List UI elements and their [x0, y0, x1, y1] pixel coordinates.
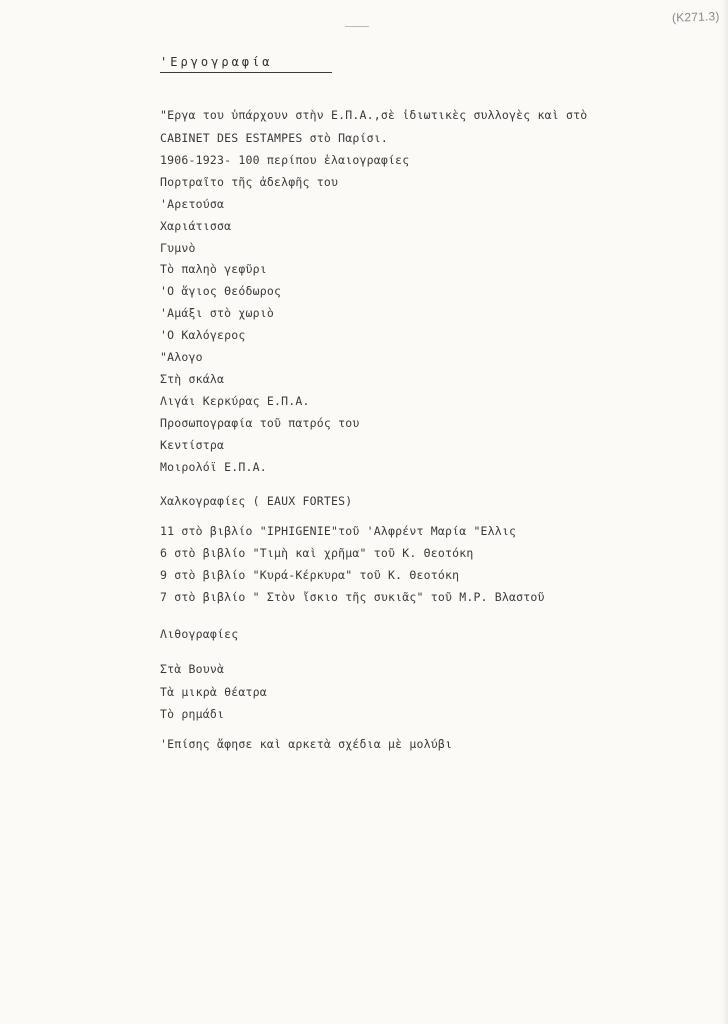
closing-note: 'Επίσης ἄφησε καὶ αρκετὰ σχέδια μὲ μολύβι	[160, 737, 453, 751]
etching-item: 9 στὸ βιβλίο "Κυρά-Κέρκυρα" τοῦ Κ. Θεοτόκη	[160, 568, 460, 582]
painting-item: Στὴ σκάλα	[160, 372, 225, 386]
painting-item: 'Ο Καλόγερος	[160, 328, 246, 342]
painting-item: 'Αμάξι στὸ χωριὸ	[160, 306, 274, 320]
intro-line: 1906-1923- 100 περίπου ἐλαιογραφίες	[160, 153, 410, 167]
etching-item: 11 στὸ βιβλίο "IPHIGENIE"τοῦ 'Αλφρέντ Μαρία "Ελλις	[160, 524, 517, 538]
painting-item: Προσωπογραφία τοῦ πατρός του	[160, 416, 360, 430]
lithograph-item: Τὰ μικρὰ θέατρα	[160, 685, 267, 699]
painting-item: Μοιρολόϊ Ε.Π.Α.	[160, 460, 267, 474]
intro-line: CABINET DES ESTAMPES στὸ Παρίσι.	[160, 131, 388, 145]
painting-item: Χαριάτισσα	[160, 219, 232, 233]
intro-line: "Εργα του ὑπάρχουν στὴν Ε.Π.Α.,σὲ ἰδιωτικὲς συλλογὲς καὶ στὸ	[160, 108, 588, 122]
lithographs-heading: Λιθογραφίες	[160, 627, 239, 641]
etching-item: 7 στὸ βιβλίο " Στὸν ἴσκιο τῆς συκιᾶς" τοῦ Μ.Ρ. Βλαστοῦ	[160, 590, 545, 604]
etchings-heading: Χαλκογραφίες ( EAUX FORTES)	[160, 494, 353, 508]
page-title: 'Εργογραφία	[160, 55, 273, 69]
painting-item: 'Αρετούσα	[160, 197, 225, 211]
painting-item: Πορτραῖτο τῆς ἀδελφῆς του	[160, 175, 339, 189]
painting-item: Λιγάι Κερκύρας Ε.Π.Α.	[160, 394, 310, 408]
lithograph-item: Τὸ ρημάδι	[160, 707, 225, 721]
archive-mark: (Κ271.3)	[672, 9, 721, 25]
page-edge-shadow	[722, 0, 728, 1024]
painting-item: Κεντίστρα	[160, 438, 225, 452]
painting-item: 'Ο ἅγιος Θεόδωρος	[160, 284, 282, 298]
painting-item: "Αλογο	[160, 350, 203, 364]
etching-item: 6 στὸ βιβλίο "Τιμὴ καὶ χρῆμα" τοῦ Κ. Θεοτόκη	[160, 546, 474, 560]
lithograph-item: Στὰ Βουνὰ	[160, 662, 225, 676]
punch-mark	[345, 26, 369, 27]
painting-item: Τὸ παληὸ γεφῦρι	[160, 262, 267, 276]
painting-item: Γυμνὸ	[160, 241, 196, 255]
title-underline	[160, 72, 332, 73]
